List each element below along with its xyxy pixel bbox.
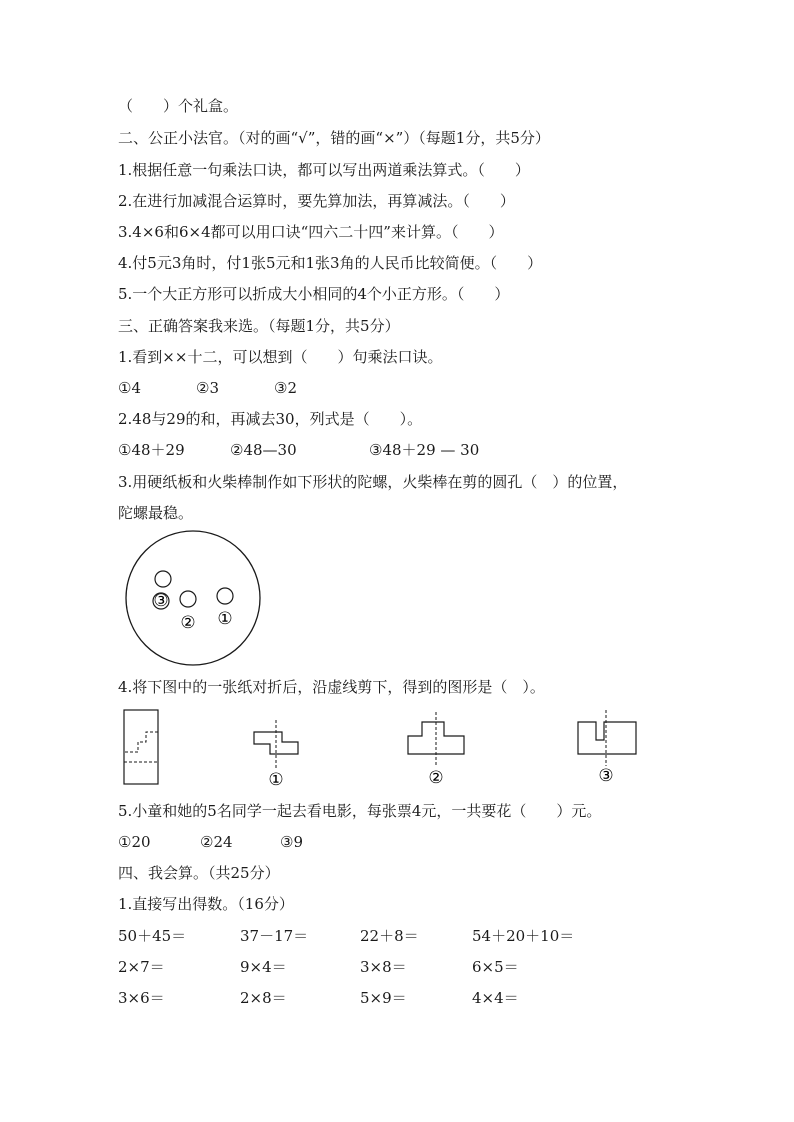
calc-item: 50＋45＝ (118, 927, 187, 945)
s3-question-3-line-2: 陀螺最稳。 (118, 504, 194, 522)
option-1: ①4 (118, 379, 141, 397)
s3-question-4: 4.将下图中的一张纸对折后，沿虚线剪下，得到的图形是（ ）。 (118, 678, 545, 696)
cut-line (124, 732, 158, 762)
s3-q5-options (118, 832, 303, 852)
s3-question-1: 1.看到××十二，可以想到（ ）句乘法口诀。 (118, 348, 443, 366)
hole-top (155, 571, 171, 587)
calc-item: 22＋8＝ (360, 927, 419, 945)
option-3: ③48＋29 — 30 (369, 441, 480, 459)
calc-item: 5×9＝ (360, 989, 407, 1007)
calc-item: 4×4＝ (472, 989, 519, 1007)
calc-item: 54＋20＋10＝ (472, 927, 575, 945)
shape-option-3 (578, 722, 636, 754)
s2-question-2: 2.在进行加减混合运算时，要先算加法，再算减法。（ ） (118, 192, 515, 210)
option-2: ②48—30 (230, 441, 297, 459)
option-2: ②3 (196, 379, 219, 397)
calc-item: 2×7＝ (118, 958, 165, 976)
option-2: ②24 (200, 833, 233, 851)
calc-item: 3×6＝ (118, 989, 165, 1007)
section-3-title: 三、正确答案我来选。（每题1分，共5分） (118, 317, 400, 335)
calc-item: 37－17＝ (240, 927, 309, 945)
calc-item: 2×8＝ (240, 989, 287, 1007)
paper (124, 710, 158, 784)
option-1: ①48＋29 (118, 441, 185, 459)
section-2-title: 二、公正小法官。（对的画“√”，错的画“×”）（每题1分，共5分） (118, 129, 550, 147)
label-1: ① (217, 609, 233, 629)
folded-paper-figure (118, 704, 648, 790)
s3-question-3-line-1: 3.用硬纸板和火柴棒制作如下形状的陀螺，火柴棒在剪的圆孔（ ）的位置， (118, 473, 628, 491)
option-1: ①20 (118, 833, 151, 851)
option-3: ③2 (274, 379, 297, 397)
line-gift-box: （ ）个礼盒。 (118, 97, 239, 115)
cardboard-disc (126, 531, 260, 665)
s3-q2-options (118, 440, 479, 460)
calc-item: 6×5＝ (472, 958, 519, 976)
s2-question-4: 4.付5元3角时，付1张5元和1张3角的人民币比较简便。（ ） (118, 254, 543, 272)
label-3: ③ (153, 591, 169, 611)
s2-question-1: 1.根据任意一句乘法口诀，都可以写出两道乘法算式。（ ） (118, 161, 530, 179)
label-3: ③ (598, 766, 614, 786)
hole-1 (217, 588, 233, 604)
section-4-title: 四、我会算。（共25分） (118, 864, 280, 882)
calc-item: 3×8＝ (360, 958, 407, 976)
s2-question-5: 5.一个大正方形可以折成大小相同的4个小正方形。（ ） (118, 285, 510, 303)
s4-question-1: 1.直接写出得数。（16分） (118, 895, 294, 913)
label-1: ① (268, 770, 284, 790)
s3-question-2: 2.48与29的和，再减去30，列式是（ ）。 (118, 410, 423, 428)
calc-item: 9×4＝ (240, 958, 287, 976)
label-2: ② (428, 768, 444, 788)
s3-q1-options (118, 378, 297, 398)
option-3: ③9 (280, 833, 303, 851)
label-2: ② (180, 613, 196, 633)
spinning-top-figure (122, 528, 272, 668)
s3-question-5: 5.小童和她的5名同学一起去看电影，每张票4元，一共要花（ ）元。 (118, 802, 602, 820)
s2-question-3: 3.4×6和6×4都可以用口诀“四六二十四”来计算。（ ） (118, 223, 504, 241)
hole-2 (180, 591, 196, 607)
